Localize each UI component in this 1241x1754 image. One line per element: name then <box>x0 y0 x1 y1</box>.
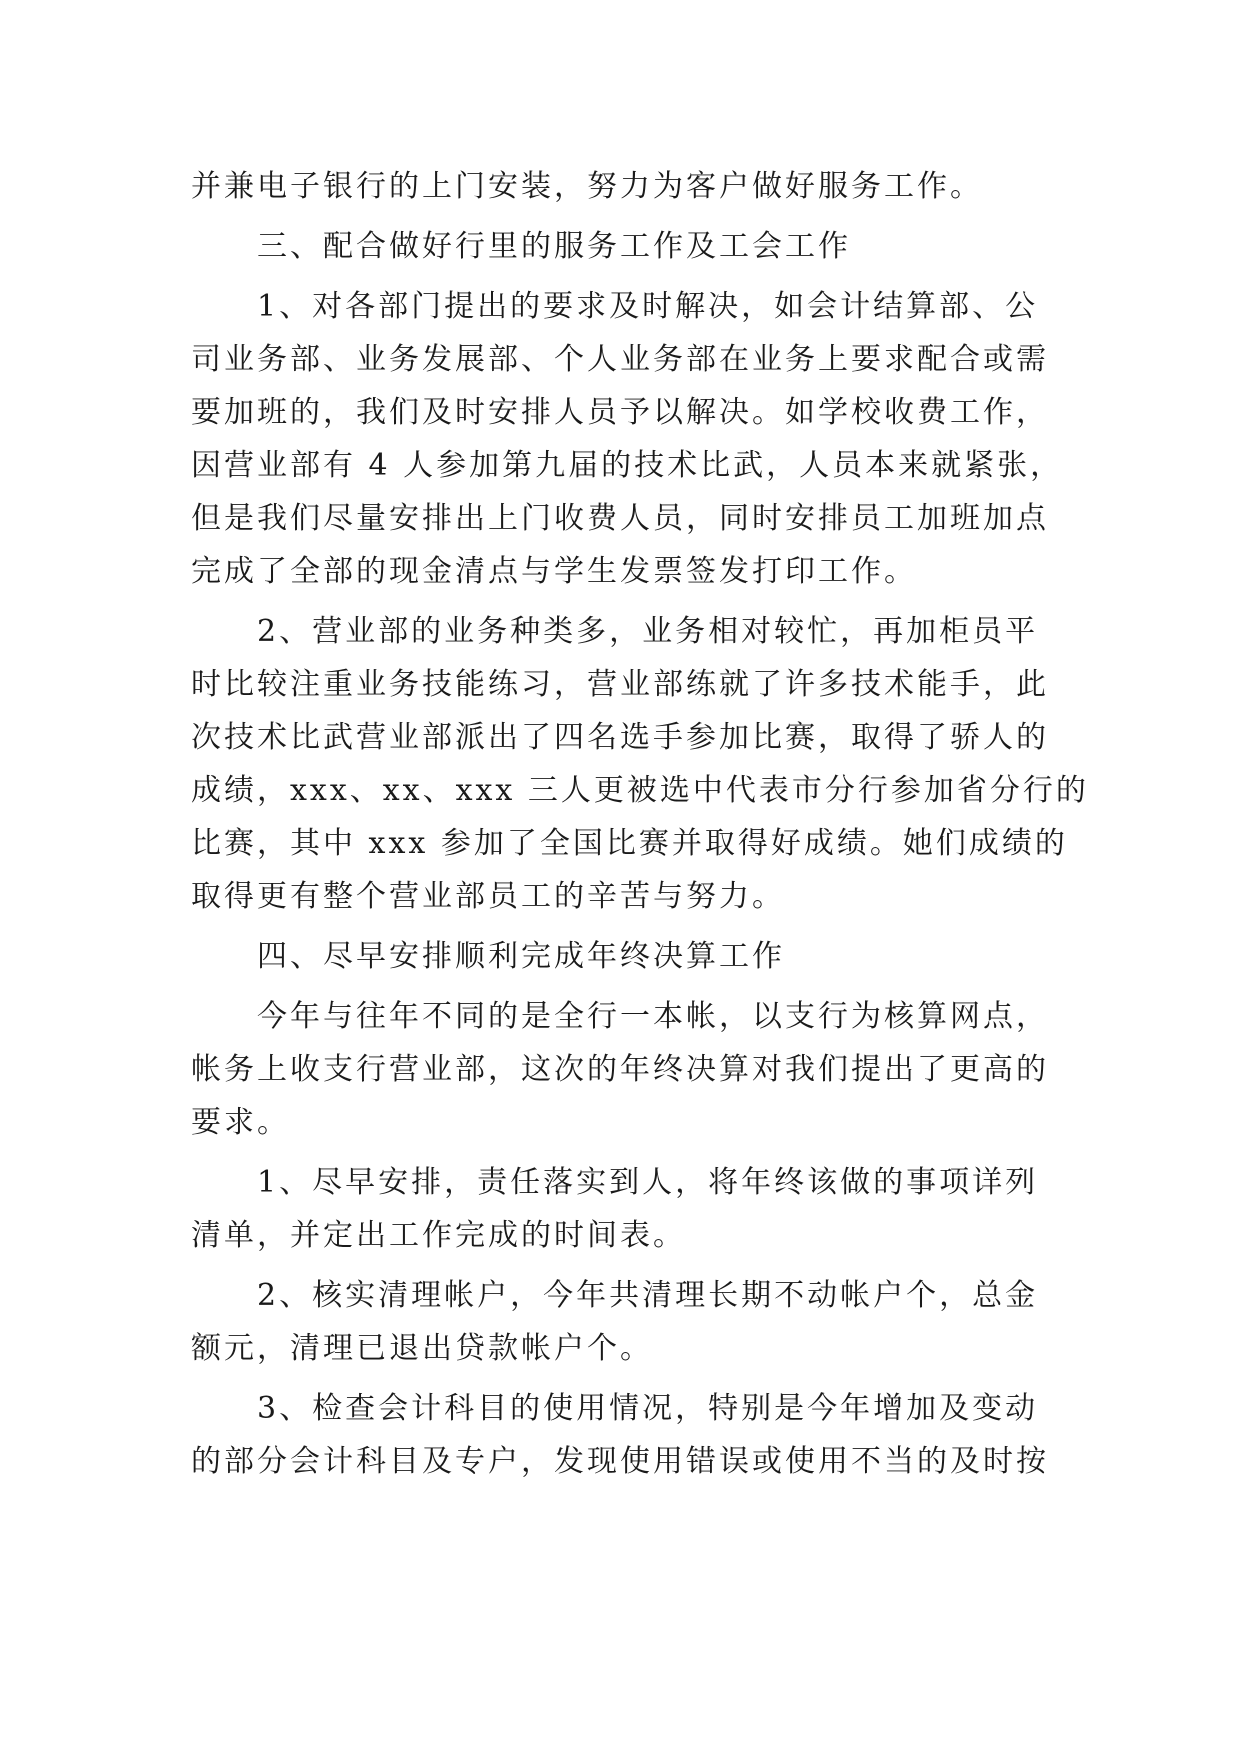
text-line: 额元，清理已退出贷款帐户个。 <box>191 1331 653 1366</box>
paragraph-4-3 <box>191 1382 1051 1488</box>
paragraph-4-2 <box>191 1269 1051 1375</box>
text-line: 1、尽早安排，责任落实到人，将年终该做的事项详列 <box>257 1165 1039 1200</box>
text-line: 次技术比武营业部派出了四名选手参加比赛，取得了骄人的 <box>191 720 1049 755</box>
text-line: 要求。 <box>191 1105 290 1140</box>
text-line: 2、营业部的业务种类多，业务相对较忙，再加柜员平 <box>257 614 1039 649</box>
text-line: 清单，并定出工作完成的时间表。 <box>191 1218 686 1253</box>
text-line: 2、核实清理帐户，今年共清理长期不动帐户个，总金 <box>257 1278 1039 1313</box>
paragraph-3-1 <box>191 280 1064 598</box>
paragraph-continuation <box>191 160 1051 213</box>
text-line: 四、尽早安排顺利完成年终决算工作 <box>257 939 785 974</box>
document-body <box>191 160 1089 1495</box>
text-line: 三、配合做好行里的服务工作及工会工作 <box>257 229 851 264</box>
text-line: 1、对各部门提出的要求及时解决，如会计结算部、公 <box>257 289 1039 324</box>
section-heading-4 <box>191 930 1051 983</box>
text-line: 因营业部有 4 人参加第九届的技术比武，人员本来就紧张， <box>191 448 1064 483</box>
text-line: 帐务上收支行营业部，这次的年终决算对我们提出了更高的 <box>191 1052 1049 1087</box>
paragraph-3-2 <box>191 605 1089 923</box>
paragraph-4-1 <box>191 1156 1051 1262</box>
text-line: 今年与往年不同的是全行一本帐，以支行为核算网点， <box>257 999 1049 1034</box>
text-line: 取得更有整个营业部员工的辛苦与努力。 <box>191 879 785 914</box>
text-line: 完成了全部的现金清点与学生发票签发打印工作。 <box>191 554 917 589</box>
text-line: 要加班的，我们及时安排人员予以解决。如学校收费工作， <box>191 395 1049 430</box>
text-line: 成绩，xxx、xx、xxx 三人更被选中代表市分行参加省分行的 <box>191 773 1089 808</box>
text-line: 3、检查会计科目的使用情况，特别是今年增加及变动 <box>257 1391 1039 1426</box>
text-line: 时比较注重业务技能练习，营业部练就了许多技术能手，此 <box>191 667 1049 702</box>
text-line: 司业务部、业务发展部、个人业务部在业务上要求配合或需 <box>191 342 1049 377</box>
paragraph-4-intro <box>191 990 1051 1149</box>
text-line: 的部分会计科目及专户，发现使用错误或使用不当的及时按 <box>191 1444 1049 1479</box>
section-heading-3 <box>191 220 1051 273</box>
text-line: 但是我们尽量安排出上门收费人员，同时安排员工加班加点 <box>191 501 1049 536</box>
text-line: 并兼电子银行的上门安装，努力为客户做好服务工作。 <box>191 169 983 204</box>
text-line: 比赛，其中 xxx 参加了全国比赛并取得好成绩。她们成绩的 <box>191 826 1068 861</box>
